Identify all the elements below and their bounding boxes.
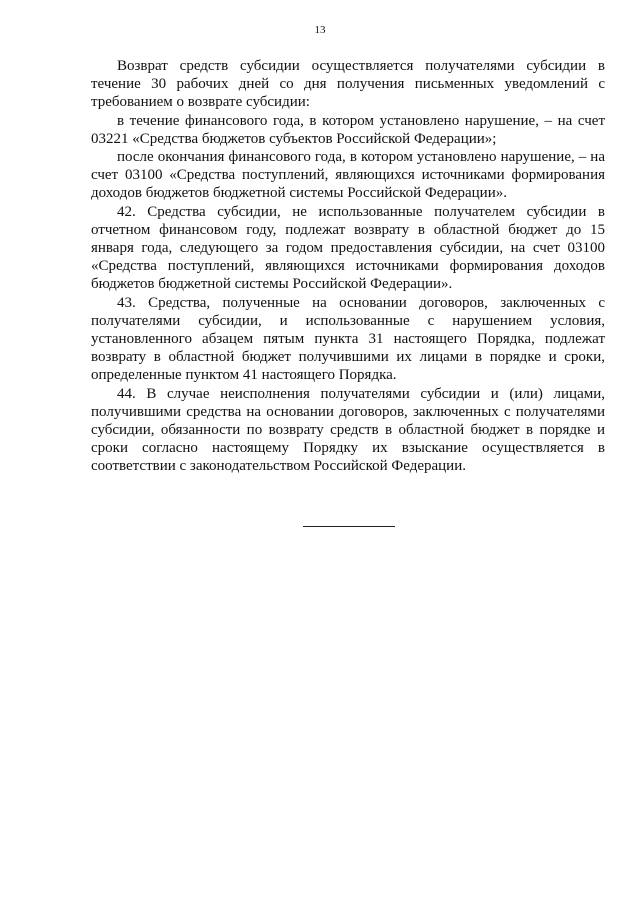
- paragraph-refund-during-year: в течение финансового года, в котором установлено нарушение, – на счет 03221 «Средства бюджетов субъектов Российской Федерации»;: [91, 112, 605, 147]
- paragraph-clause-44: 44. В случае неисполнения получателями субсидии и (или) лицами, получившими средства на основании договоров, заключенных с получателями субсидии, обязанности по возврату средств в областной бюджет в порядке и сроки согласно настоящему Порядку их взыскание осуществляется в соответствии с законодательством Российской Федерации.: [91, 385, 605, 475]
- paragraph-clause-43: 43. Средства, полученные на основании договоров, заключенных с получателями субсидии, и использованные с нарушением условия, установленного абзацем пятым пункта 31 настоящего Порядка, подлежат возврату в областной бюджет получившими их лицами в порядке и сроки, определенные пунктом 41 настоящего Порядка.: [91, 294, 605, 384]
- paragraph-refund-intro: Возврат средств субсидии осуществляется получателями субсидии в течение 30 рабочих дней со дня получения письменных уведомлений с требованием о возврате субсидии:: [91, 58, 605, 111]
- paragraph-clause-42: 42. Средства субсидии, не использованные получателем субсидии в отчетном финансовом году, подлежат возврату в областной бюджет до 15 января года, следующего за годом предоставления субсидии, на счет 03100 «Средства поступлений, являющихся источниками формирования доходов бюджетов бюджетной системы Российской Федерации».: [91, 203, 605, 293]
- document-body: [91, 57, 605, 476]
- end-divider: [303, 526, 395, 527]
- page-number: 13: [314, 24, 326, 36]
- paragraph-refund-after-year: после окончания финансового года, в котором установлено нарушение, – на счет 03100 «Средства поступлений, являющихся источниками формирования доходов бюджетов бюджетной системы Российской Федерации».: [91, 149, 605, 202]
